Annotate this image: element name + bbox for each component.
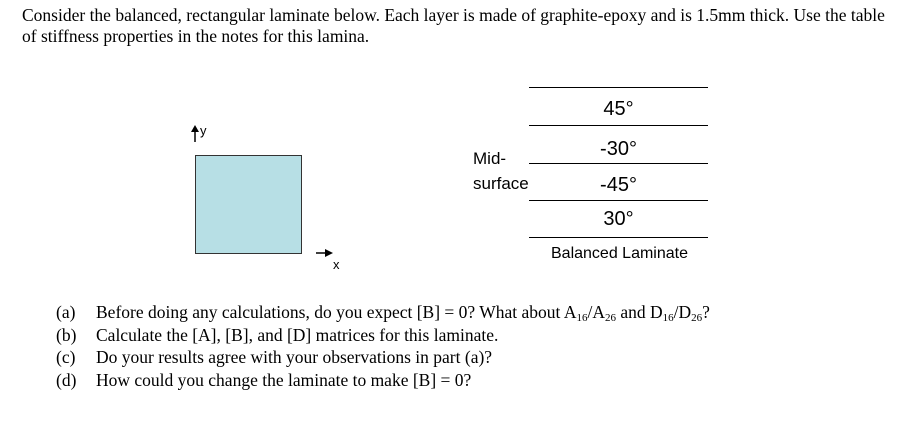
layer-divider [529, 87, 708, 88]
question-label: (c) [56, 347, 76, 367]
laminate-caption: Balanced Laminate [551, 245, 688, 262]
mid-surface-line-1: Mid- [473, 149, 507, 168]
x-axis-label: x [333, 257, 340, 272]
layer-3-angle: -45° [600, 174, 637, 196]
problem-statement: Consider the balanced, rectangular laminate below. Each layer is made of graphite-epoxy and is 1.5mm thick. Use the table of stiffness properties in the notes for this lamina. [22, 5, 885, 46]
layer-4-angle: 30° [603, 208, 634, 230]
question-label: (d) [56, 369, 77, 390]
question-text: Calculate the [A], [B], and [D] matrices for this laminate. [96, 324, 499, 345]
layer-divider [529, 237, 708, 238]
layer-2-angle: -30° [600, 138, 637, 160]
question-list [56, 301, 710, 391]
right-arrow-icon [316, 247, 334, 259]
question-a: (a) Before doing any calculations, do you expect [B] = 0? What about $A_{16}/A_{26}$ and $D_{16}/D_{26}$? [56, 302, 710, 324]
question-b [56, 324, 710, 347]
question-label: (b) [56, 324, 77, 345]
layer-1-angle: 45° [603, 98, 634, 120]
question-d [56, 369, 710, 392]
question-c [56, 346, 710, 369]
question-text: Do your results agree with your observations in part (a)? [96, 347, 493, 367]
layer-divider [529, 163, 708, 164]
laminate-panel [195, 155, 302, 254]
y-axis-label: y [200, 123, 207, 138]
mid-surface-line-2: surface [473, 174, 529, 193]
mid-surface-label [473, 146, 529, 196]
layer-divider [529, 200, 708, 201]
question-text: How could you change the laminate to make [B] = 0? [96, 369, 472, 390]
layer-divider [529, 125, 708, 126]
question-label: (a) [56, 302, 76, 322]
up-arrow-icon [190, 124, 200, 142]
